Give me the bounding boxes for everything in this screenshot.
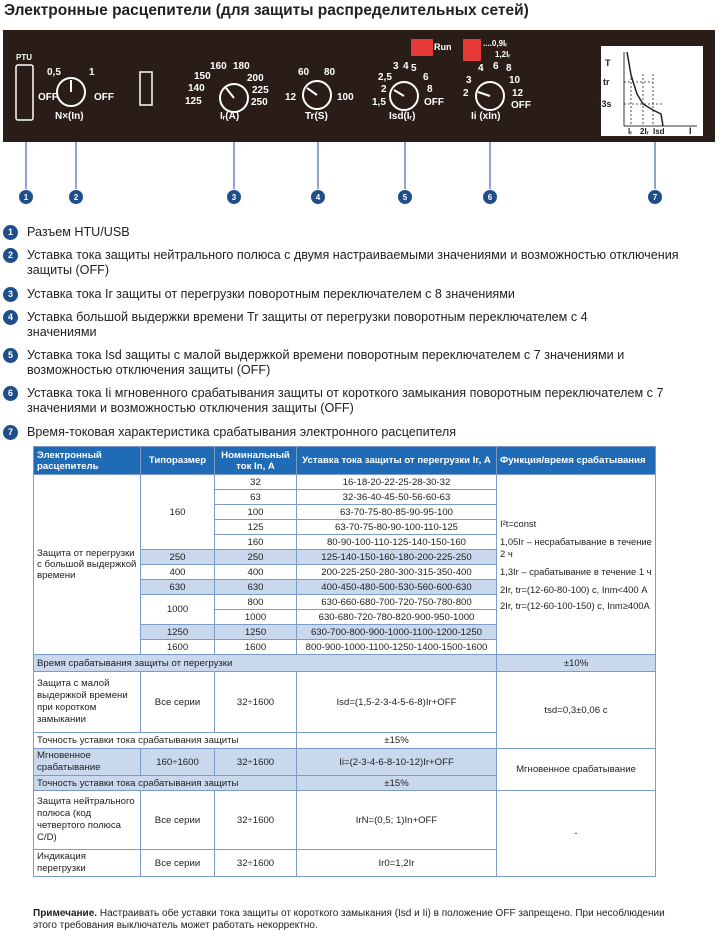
svg-text:8: 8 (427, 84, 433, 95)
neutral-dial[interactable] (38, 67, 114, 122)
table-row: 1250 1250 630-700-800-900-1000-1100-1200-1250 (34, 625, 656, 640)
run-led (411, 39, 433, 56)
svg-text:200: 200 (247, 73, 264, 84)
table-row: 160 80-90-100-110-125-140-150-160 (34, 535, 656, 550)
svg-text:100: 100 (337, 92, 354, 103)
callout-7: 7 (652, 193, 658, 202)
table-row: Защита с малой выдержкой времени при коротком замыкании Все серии 32÷1600 Isd=(1,5-2-3-4-5-6-8)Ir+OFF tsd=0,3±0,06 с (34, 672, 656, 733)
callout-2: 2 (73, 193, 79, 202)
callout-5: 5 (402, 193, 408, 202)
ii-dial[interactable] (463, 61, 531, 122)
svg-text:2: 2 (463, 88, 469, 99)
svg-text:6: 6 (423, 72, 429, 83)
svg-text:150: 150 (194, 71, 211, 82)
svg-text:12: 12 (285, 92, 297, 103)
overload-function-cell: I²t=const 1,05Ir – несрабатывание в течение 2 ч 1,3Ir – срабатывание в течение 1 ч 2Ir, tr=(12-60-80-100) c, Inm<400 А 2Ir, tr=(12-60-100-150) c, Inm≥400А (497, 475, 656, 655)
indicator-slot (140, 72, 152, 105)
tr-dial-label: Tr(S) (305, 111, 328, 122)
isd-dial-label: Isd(Iᵣ) (389, 111, 416, 122)
svg-text:4: 4 (403, 61, 409, 72)
svg-text:12: 12 (512, 88, 524, 99)
svg-text:OFF: OFF (38, 92, 58, 103)
time-current-curve (594, 46, 703, 136)
table-row: Точность уставки тока срабатывания защиты ±15% (34, 776, 656, 791)
svg-text:3: 3 (466, 75, 472, 86)
overload-led (463, 39, 481, 61)
table-row: 1600 1600 800-900-1000-1100-1250-1400-1500-1600 (34, 640, 656, 655)
svg-text:1: 1 (89, 67, 95, 78)
svg-text:180: 180 (233, 61, 250, 72)
ptu-label: PTU (16, 53, 32, 62)
svg-text:2,5: 2,5 (378, 72, 392, 83)
svg-text:0.3s: 0.3s (594, 99, 612, 109)
svg-text:8: 8 (506, 63, 512, 74)
trip-unit-front-panel (3, 30, 715, 142)
table-header-row: Электронный расцепитель Типоразмер Номинальный ток In, А Уставка тока защиты от перегрузки Ir, А Функция/время срабатывания (34, 447, 656, 475)
callout-3: 3 (231, 193, 237, 202)
svg-text:0,5: 0,5 (47, 67, 61, 78)
page-title: Электронные расцепители (для защиты распределительных сетей) (4, 2, 529, 19)
table-row: 250 250 125-140-150-160-180-200-225-250 (34, 550, 656, 565)
table-row: 125 63-70-75-80-90-100-110-125 (34, 520, 656, 535)
svg-text:10: 10 (509, 75, 521, 86)
table-row: Мгновенное срабатывание 160÷1600 32÷1600 Ii=(2-3-4-6-8-10-12)Ir+OFF Мгновенное срабатывание (34, 749, 656, 776)
callout-markers (0, 142, 723, 206)
svg-text:250: 250 (251, 97, 268, 108)
svg-text:Iᵣ: Iᵣ (628, 127, 633, 136)
footnote: Примечание. Настраивать обе уставки тока защиты от короткого замыкания (Isd и Ii) в положение OFF запрещено. При несоблюдении этого требования выключатель может работать некорректно. (33, 908, 665, 931)
svg-text:125: 125 (185, 96, 202, 107)
svg-text:1,2Iᵣ: 1,2Iᵣ (495, 50, 511, 59)
run-label: Run (434, 42, 452, 52)
table-row: 400 400 200-225-250-280-300-315-350-400 (34, 565, 656, 580)
svg-text:OFF: OFF (424, 97, 444, 108)
table-row: 100 63-70-75-80-85-90-95-100 (34, 505, 656, 520)
table-row: Защита от перегрузки с большой выдержкой времени 160 32 16-18-20-22-25-28-30-32 I²t=const 1,05Ir – несрабатывание в течение 2 ч 1,3Ir – срабатывание в течение 1 ч 2Ir, tr=(12-60-80-100) c, Inm<400 А 2Ir, tr=(12-60-100-150) c, Inm≥400А (34, 475, 656, 490)
svg-text:1,5: 1,5 (372, 97, 386, 108)
svg-text:3: 3 (393, 61, 399, 72)
svg-text:6: 6 (493, 61, 499, 72)
svg-text:225: 225 (252, 85, 269, 96)
table-row: 63 32-36-40-45-50-56-60-63 (34, 490, 656, 505)
svg-text:140: 140 (188, 83, 205, 94)
table-row: Точность уставки тока срабатывания защиты ±15% (34, 733, 656, 749)
spec-table (33, 446, 656, 877)
svg-text:4: 4 (478, 63, 484, 74)
table-row: Защита нейтрального полюса (код четвертого полюса C/D) Все серии 32÷1600 IrN=(0,5; 1)In+OFF - (34, 791, 656, 850)
ir-dial-label: Iᵣ(A) (220, 111, 240, 122)
neutral-dial-label: N×(In) (55, 111, 84, 122)
isd-dial[interactable] (372, 61, 444, 122)
table-row: 1000 630-680-720-780-820-900-950-1000 (34, 610, 656, 625)
svg-text:OFF: OFF (511, 100, 531, 111)
ii-dial-label: Ii (xIn) (471, 111, 501, 122)
settings-icon: ⩪ (690, 50, 701, 64)
svg-text:160: 160 (210, 61, 227, 72)
svg-text:I: I (689, 126, 692, 136)
svg-text:....0,9Iᵣ: ....0,9Iᵣ (483, 39, 508, 48)
svg-text:Isd: Isd (653, 127, 665, 136)
svg-text:2: 2 (381, 84, 387, 95)
table-row: Время срабатывания защиты от перегрузки ±10% (34, 655, 656, 672)
callout-4: 4 (315, 193, 321, 202)
svg-text:80: 80 (324, 67, 336, 78)
svg-text:60: 60 (298, 67, 310, 78)
svg-text:2Iᵣ: 2Iᵣ (640, 127, 649, 136)
svg-text:5: 5 (411, 63, 417, 74)
svg-text:OFF: OFF (94, 92, 114, 103)
callout-6: 6 (487, 193, 493, 202)
table-row: 1000 800 630-660-680-700-720-750-780-800 (34, 595, 656, 610)
tr-dial[interactable] (285, 67, 354, 122)
svg-text:T: T (605, 58, 611, 68)
svg-text:tr: tr (603, 77, 610, 87)
ir-dial[interactable] (185, 61, 269, 122)
callout-1: 1 (23, 193, 29, 202)
htu-usb-port (16, 65, 33, 120)
table-row: 630 630 400-450-480-500-530-560-600-630 (34, 580, 656, 595)
table-row: Индикация перегрузки Все серии 32÷1600 Ir0=1,2Ir (34, 850, 656, 877)
